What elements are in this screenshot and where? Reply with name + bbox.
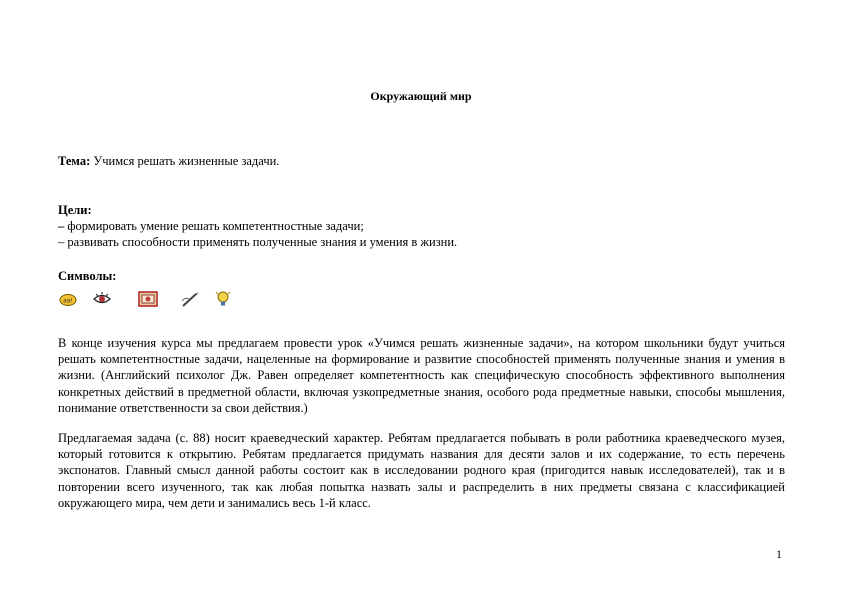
symbols-label: Символы:: [58, 269, 117, 283]
pen-icon: [180, 289, 200, 309]
paragraph: Предлагаемая задача (с. 88) носит краеведческий характер. Ребятам предлагается побывать в роли работника краеведческого музея, который готовится к открытию. Ребятам предлагается придумать названия для десяти залов и их содержание, то есть перечень экспонатов. Главный смысл данной работы состоит как в исследовании родного края (пригодится навык исследователей), так и в повторении всего изученного, так как любая попытка назвать залы и распределить в них предметы связана с классификацией окружающего мира, чем дети и занимались весь 1-й класс.: [58, 431, 785, 510]
goal-item: – развивать способности применять полученные знания и умения в жизни.: [58, 235, 458, 249]
goals-label: Цели:: [58, 203, 92, 217]
picture-icon: [138, 289, 158, 309]
lightbulb-icon: [213, 289, 233, 309]
svg-text:aa!: aa!: [63, 297, 73, 305]
eye-icon: [92, 289, 112, 309]
topic-line: [58, 154, 279, 169]
page-number: 1: [776, 547, 782, 561]
topic-text: Учимся решать жизненные задачи.: [93, 154, 280, 168]
topic-label: Тема:: [58, 154, 91, 168]
goal-item-text: формировать умение решать компетентностные задачи;: [67, 219, 364, 233]
symbols-row: [58, 289, 258, 311]
speech-icon: [58, 289, 78, 309]
page-title: Окружающий мир: [370, 89, 472, 103]
goal-item: [58, 218, 457, 234]
paragraph: В конце изучения курса мы предлагаем провести урок «Учимся решать жизненные задачи», на котором школьники будут учиться решать компетентностные задачи, нацеленные на формирование и развитие способностей применять полученные знания и умения в жизни. (Английский психолог Дж. Равен определяет компетентность как специфическую способность эффективного выполнения конкретных действий в предметной области, включая узкопредметные знания, особого рода предметные навыки, способы мышления, понимание ответственности за свои действия.): [58, 336, 785, 415]
goals-section: [58, 202, 457, 250]
goal-dash: –: [58, 219, 65, 233]
